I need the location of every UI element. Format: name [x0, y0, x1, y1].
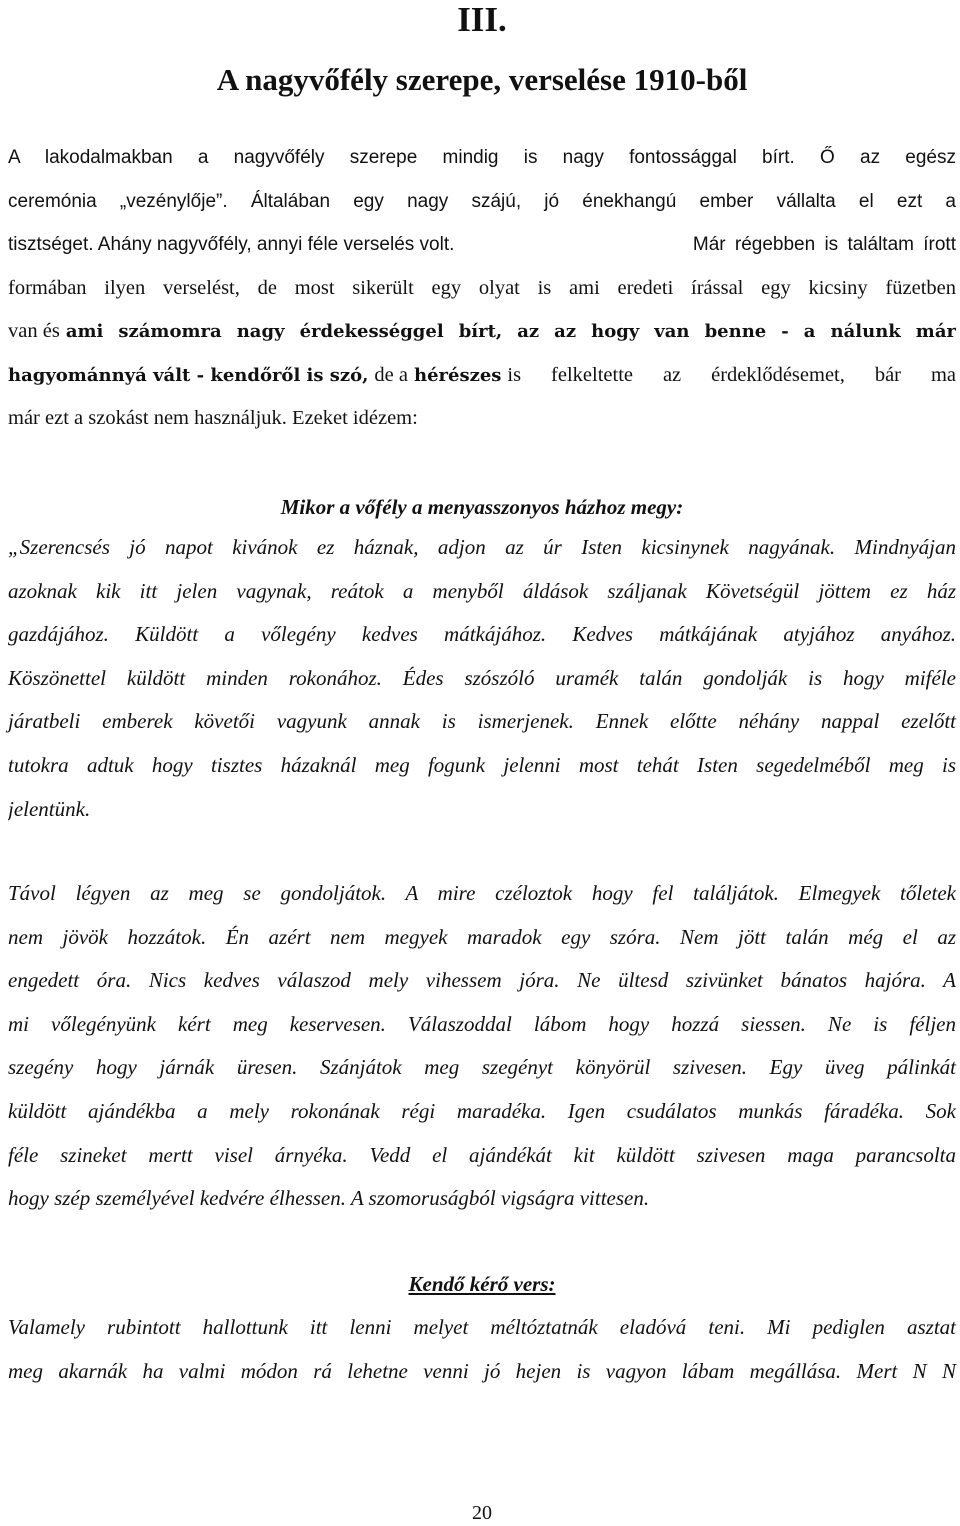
- intro-line-6d: is felkeltette az érdeklődésemet, bár ma: [507, 363, 956, 386]
- intro-line-6: [8, 354, 956, 398]
- intro-line-1: A lakodalmakban a nagyvőfély szerepe mindig is nagy fontossággal bírt. Ő az egész: [8, 147, 956, 168]
- verse2-line-6: küldött ajándékba a mely rokonának régi maradéka. Igen csudálatos munkás fáradéka. Sok: [8, 1098, 956, 1123]
- kendo-heading-text: Kendő kérő vers:: [408, 1272, 556, 1296]
- verse1-line-1: „Szerencsés jó napot kivánok ez háznak, adjon az úr Isten kicsinynek nagyának. Mindnyájan: [8, 535, 956, 559]
- intro-line-3: [8, 223, 956, 267]
- section-heading-vofely: Mikor a vőfély a menyasszonyos házhoz megy:: [280, 495, 684, 519]
- verse1-line-7: jelentünk.: [8, 796, 91, 821]
- intro-line-5a: van és: [8, 320, 60, 342]
- intro-line-4: formában ilyen verselést, de most sikerült egy olyat is ami eredeti írással egy kicsiny füzetben: [8, 276, 956, 299]
- verse-section-2: [8, 872, 956, 1221]
- verse1-line-4: Köszönettel küldött minden rokonához. Édes szószóló uramék talán gondolják is hogy miféle: [8, 665, 956, 690]
- verse2-line-2: nem jövök hozzátok. Én azért nem megyek maradok egy szóra. Nem jött talán még el az: [8, 924, 956, 949]
- verse3-line-1: Valamely rubintott hallottunk itt lenni melyet méltóztatnák eladóvá teni. Mi pediglen asztat: [8, 1315, 956, 1339]
- section-heading-kendo: [8, 1269, 956, 1299]
- verse3-line-2: meg akarnák ha valmi módon rá lehetne venni jó hejen is vagyon lábam megállása. Mert N N: [8, 1358, 956, 1383]
- intro-line-3a: tisztséget. Ahány nagyvőfély, annyi féle verselés volt.: [8, 234, 455, 255]
- intro-line-6a: hagyománnyá vált - kendőről is szó,: [8, 364, 369, 386]
- verse-section-3: [8, 1306, 956, 1393]
- verse1-line-3: gazdájához. Küldött a vőlegény kedves mátkájához. Kedves mátkájának atyjához anyához.: [8, 622, 956, 647]
- intro-paragraph: [8, 136, 956, 441]
- intro-line-3b: Már régebben is találtam írott: [692, 234, 956, 255]
- verse2-line-3: engedett óra. Nics kedves válaszod mely vihessem jóra. Ne ültesd szivünket bánatos hajóra. A: [8, 968, 956, 993]
- chapter-number: III.: [457, 0, 507, 39]
- verse2-line-1: Távol légyen az meg se gondoljátok. A mire czéloztok hogy fel találjátok. Elmegyek tőletek: [8, 881, 956, 905]
- verse1-line-5: járatbeli emberek követői vagyunk annak is ismerjenek. Ennek előtte néhány nappal ezelőtt: [8, 709, 956, 734]
- intro-line-2: ceremónia „vezénylője”. Általában egy nagy szájú, jó énekhangú ember vállalta el ezt a: [8, 190, 956, 212]
- verse2-line-5: szegény hogy járnák üresen. Szánjátok meg szegényt könyörül szivesen. Egy üveg pálinkát: [8, 1055, 956, 1080]
- page-number: 20: [472, 1502, 492, 1524]
- verse2-line-4: mi vőlegényünk kért meg keservesen. Válaszoddal lábom hogy hozzá siessen. Ne is féljen: [8, 1011, 956, 1036]
- intro-line-5: [8, 310, 956, 354]
- intro-line-7: már ezt a szokást nem használjuk. Ezeket idézem:: [8, 407, 418, 429]
- page-title: A nagyvőfély szerepe, verselése 1910-ből: [216, 62, 748, 97]
- intro-line-6b: de a: [374, 363, 408, 386]
- verse1-line-2: azoknak kik itt jelen vagynak, reátok a menyből áldások száljanak Követségül jöttem ez ház: [8, 578, 956, 603]
- verse2-line-7: féle szineket mertt visel árnyéka. Vedd el ajándékát kit küldött szivesen maga parancsolta: [8, 1142, 956, 1167]
- verse-section-1: [8, 526, 956, 831]
- verse2-line-8: hogy szép személyével kedvére élhessen. A szomoruságból vigságra vittesen.: [8, 1186, 650, 1211]
- verse1-line-6: tutokra adtuk hogy tisztes házaknál meg fogunk jelenni most tehát Isten segedelméből meg is: [8, 752, 956, 777]
- intro-line-6c: hérészes: [414, 364, 502, 386]
- intro-line-5b: ami számomra nagy érdekességgel bírt, az az hogy van benne - a nálunk már: [65, 321, 956, 342]
